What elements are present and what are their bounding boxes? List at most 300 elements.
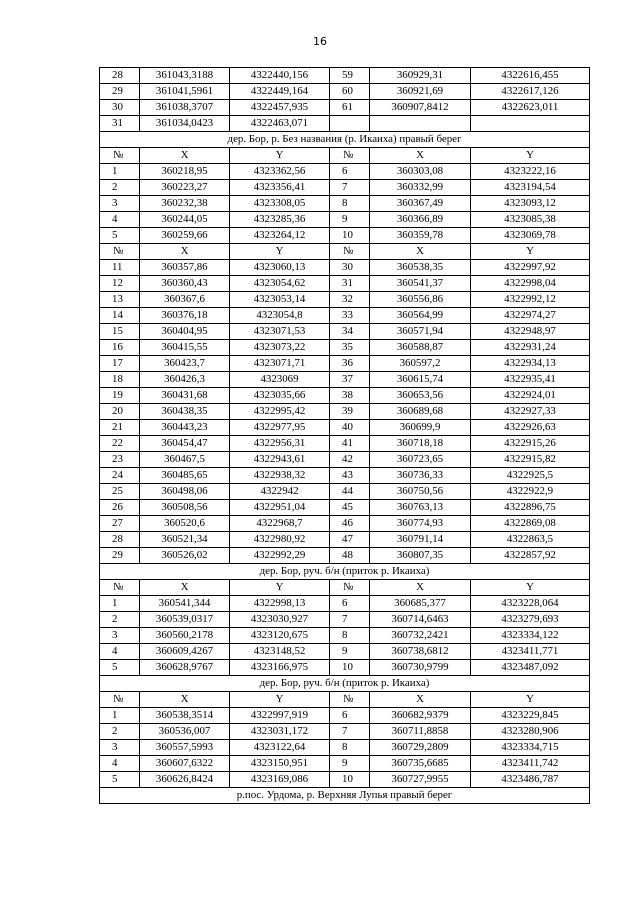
x-coordinate: 360536,007 bbox=[140, 724, 230, 740]
table-row bbox=[100, 116, 590, 132]
point-number: 9 bbox=[330, 644, 370, 660]
x-coordinate: 360367,49 bbox=[370, 196, 471, 212]
table-row bbox=[100, 84, 590, 100]
point-number: 10 bbox=[330, 228, 370, 244]
y-coordinate: 4323487,092 bbox=[471, 660, 590, 676]
table-row bbox=[100, 260, 590, 276]
point-number: 44 bbox=[330, 484, 370, 500]
x-coordinate: 360571,94 bbox=[370, 324, 471, 340]
y-coordinate: 4322863,5 bbox=[471, 532, 590, 548]
point-number: 5 bbox=[100, 660, 140, 676]
column-header: X bbox=[370, 692, 471, 708]
point-number: 7 bbox=[330, 180, 370, 196]
point-number: 10 bbox=[330, 660, 370, 676]
point-number: 20 bbox=[100, 404, 140, 420]
x-coordinate: 360366,89 bbox=[370, 212, 471, 228]
y-coordinate: 4323069,78 bbox=[471, 228, 590, 244]
x-coordinate: 360560,2178 bbox=[140, 628, 230, 644]
y-coordinate: 4323411,771 bbox=[471, 644, 590, 660]
x-coordinate: 360367,6 bbox=[140, 292, 230, 308]
table-row bbox=[100, 612, 590, 628]
point-number: 33 bbox=[330, 308, 370, 324]
y-coordinate: 4323166,975 bbox=[230, 660, 330, 676]
point-number: 61 bbox=[330, 100, 370, 116]
coordinates-table-body bbox=[100, 68, 590, 804]
x-coordinate: 360597,2 bbox=[370, 356, 471, 372]
table-row bbox=[100, 212, 590, 228]
point-number: 18 bbox=[100, 372, 140, 388]
x-coordinate: 360750,56 bbox=[370, 484, 471, 500]
point-number: 6 bbox=[330, 164, 370, 180]
y-coordinate: 4323264,12 bbox=[230, 228, 330, 244]
y-coordinate: 4322449,164 bbox=[230, 84, 330, 100]
x-coordinate: 360223,27 bbox=[140, 180, 230, 196]
header-row bbox=[100, 692, 590, 708]
point-number: 31 bbox=[330, 276, 370, 292]
point-number: 15 bbox=[100, 324, 140, 340]
section-title-row bbox=[100, 132, 590, 148]
point-number: 16 bbox=[100, 340, 140, 356]
table-row bbox=[100, 756, 590, 772]
y-coordinate: 4322935,41 bbox=[471, 372, 590, 388]
header-row bbox=[100, 244, 590, 260]
x-coordinate: 360376,18 bbox=[140, 308, 230, 324]
x-coordinate: 360609,4267 bbox=[140, 644, 230, 660]
x-coordinate: 360498,06 bbox=[140, 484, 230, 500]
point-number: 34 bbox=[330, 324, 370, 340]
coordinates-table bbox=[99, 67, 590, 804]
x-coordinate: 360443,23 bbox=[140, 420, 230, 436]
table-row bbox=[100, 740, 590, 756]
y-coordinate: 4323071,53 bbox=[230, 324, 330, 340]
x-coordinate: 360218,95 bbox=[140, 164, 230, 180]
x-coordinate: 360539,0317 bbox=[140, 612, 230, 628]
y-coordinate: 4322995,42 bbox=[230, 404, 330, 420]
y-coordinate: 4323222,16 bbox=[471, 164, 590, 180]
table-row bbox=[100, 164, 590, 180]
point-number: 47 bbox=[330, 532, 370, 548]
column-header: Y bbox=[230, 580, 330, 596]
point-number: 8 bbox=[330, 740, 370, 756]
point-number: 8 bbox=[330, 196, 370, 212]
table-row bbox=[100, 452, 590, 468]
x-coordinate: 361038,3707 bbox=[140, 100, 230, 116]
column-header: X bbox=[370, 580, 471, 596]
y-coordinate: 4323120,675 bbox=[230, 628, 330, 644]
point-number: 2 bbox=[100, 612, 140, 628]
point-number: 36 bbox=[330, 356, 370, 372]
x-coordinate: 361041,5961 bbox=[140, 84, 230, 100]
table-row bbox=[100, 292, 590, 308]
x-coordinate: 360626,8424 bbox=[140, 772, 230, 788]
x-coordinate: 360232,38 bbox=[140, 196, 230, 212]
x-coordinate: 360538,35 bbox=[370, 260, 471, 276]
section-title-row bbox=[100, 788, 590, 804]
point-number: 6 bbox=[330, 708, 370, 724]
x-coordinate: 360921,69 bbox=[370, 84, 471, 100]
point-number: 1 bbox=[100, 708, 140, 724]
point-number: 5 bbox=[100, 772, 140, 788]
point-number: 38 bbox=[330, 388, 370, 404]
point-number: 9 bbox=[330, 212, 370, 228]
x-coordinate: 360520,6 bbox=[140, 516, 230, 532]
x-coordinate: 360556,86 bbox=[370, 292, 471, 308]
y-coordinate: 4322977,95 bbox=[230, 420, 330, 436]
point-number: 39 bbox=[330, 404, 370, 420]
y-coordinate: 4322924,01 bbox=[471, 388, 590, 404]
y-coordinate: 4322948,97 bbox=[471, 324, 590, 340]
x-coordinate: 360485,65 bbox=[140, 468, 230, 484]
y-coordinate: 4323053,14 bbox=[230, 292, 330, 308]
point-number: 2 bbox=[100, 724, 140, 740]
x-coordinate: 360907,8412 bbox=[370, 100, 471, 116]
x-coordinate: 360467,5 bbox=[140, 452, 230, 468]
table-row bbox=[100, 628, 590, 644]
x-coordinate: 360727,9955 bbox=[370, 772, 471, 788]
column-header: X bbox=[140, 692, 230, 708]
y-coordinate: 4322896,75 bbox=[471, 500, 590, 516]
table-row bbox=[100, 404, 590, 420]
x-coordinate: 360508,56 bbox=[140, 500, 230, 516]
table-row bbox=[100, 516, 590, 532]
column-header: № bbox=[100, 244, 140, 260]
point-number: 25 bbox=[100, 484, 140, 500]
y-coordinate: 4322925,5 bbox=[471, 468, 590, 484]
y-coordinate: 4322943,61 bbox=[230, 452, 330, 468]
x-coordinate: 360454,47 bbox=[140, 436, 230, 452]
point-number: 7 bbox=[330, 724, 370, 740]
column-header: Y bbox=[471, 244, 590, 260]
x-coordinate: 360521,34 bbox=[140, 532, 230, 548]
point-number: 3 bbox=[100, 628, 140, 644]
column-header: Y bbox=[230, 148, 330, 164]
x-coordinate: 360538,3514 bbox=[140, 708, 230, 724]
table-row bbox=[100, 724, 590, 740]
x-coordinate: 360735,6685 bbox=[370, 756, 471, 772]
y-coordinate: 4322623,011 bbox=[471, 100, 590, 116]
y-coordinate: 4322997,919 bbox=[230, 708, 330, 724]
column-header: X bbox=[370, 148, 471, 164]
x-coordinate: 360431,68 bbox=[140, 388, 230, 404]
column-header: Y bbox=[471, 148, 590, 164]
point-number: 17 bbox=[100, 356, 140, 372]
table-row bbox=[100, 708, 590, 724]
table-row bbox=[100, 340, 590, 356]
point-number: 41 bbox=[330, 436, 370, 452]
x-coordinate: 360615,74 bbox=[370, 372, 471, 388]
y-coordinate: 4322457,935 bbox=[230, 100, 330, 116]
point-number: 1 bbox=[100, 164, 140, 180]
column-header: № bbox=[100, 148, 140, 164]
y-coordinate: 4323031,172 bbox=[230, 724, 330, 740]
page-number: 16 bbox=[313, 35, 327, 48]
x-coordinate: 360438,35 bbox=[140, 404, 230, 420]
table-row bbox=[100, 68, 590, 84]
point-number: 10 bbox=[330, 772, 370, 788]
point-number: 1 bbox=[100, 596, 140, 612]
y-coordinate: 4323093,12 bbox=[471, 196, 590, 212]
x-coordinate: 360423,7 bbox=[140, 356, 230, 372]
table-row bbox=[100, 372, 590, 388]
table-row bbox=[100, 484, 590, 500]
point-number: 19 bbox=[100, 388, 140, 404]
point-number: 28 bbox=[100, 532, 140, 548]
x-coordinate: 360736,33 bbox=[370, 468, 471, 484]
point-number: 5 bbox=[100, 228, 140, 244]
x-coordinate: 360685,377 bbox=[370, 596, 471, 612]
column-header: X bbox=[140, 244, 230, 260]
header-row bbox=[100, 148, 590, 164]
y-coordinate: 4322951,04 bbox=[230, 500, 330, 516]
point-number: 30 bbox=[100, 100, 140, 116]
y-coordinate: 4323229,845 bbox=[471, 708, 590, 724]
point-number: 28 bbox=[100, 68, 140, 84]
y-coordinate: 4322992,29 bbox=[230, 548, 330, 564]
x-coordinate: 360774,93 bbox=[370, 516, 471, 532]
x-coordinate: 360564,99 bbox=[370, 308, 471, 324]
y-coordinate: 4322915,82 bbox=[471, 452, 590, 468]
table-row bbox=[100, 388, 590, 404]
point-number: 48 bbox=[330, 548, 370, 564]
x-coordinate: 360415,55 bbox=[140, 340, 230, 356]
column-header: № bbox=[330, 148, 370, 164]
table-row bbox=[100, 356, 590, 372]
point-number: 6 bbox=[330, 596, 370, 612]
y-coordinate: 4323035,66 bbox=[230, 388, 330, 404]
y-coordinate: 4323334,715 bbox=[471, 740, 590, 756]
column-header: № bbox=[100, 692, 140, 708]
y-coordinate: 4322992,12 bbox=[471, 292, 590, 308]
y-coordinate: 4323030,927 bbox=[230, 612, 330, 628]
table-row bbox=[100, 420, 590, 436]
y-coordinate bbox=[471, 116, 590, 132]
column-header: № bbox=[330, 244, 370, 260]
x-coordinate: 360791,14 bbox=[370, 532, 471, 548]
x-coordinate: 360689,68 bbox=[370, 404, 471, 420]
x-coordinate: 360807,35 bbox=[370, 548, 471, 564]
y-coordinate: 4322938,32 bbox=[230, 468, 330, 484]
y-coordinate: 4323073,22 bbox=[230, 340, 330, 356]
y-coordinate: 4323060,13 bbox=[230, 260, 330, 276]
y-coordinate: 4323228,064 bbox=[471, 596, 590, 612]
point-number: 14 bbox=[100, 308, 140, 324]
table-row bbox=[100, 228, 590, 244]
x-coordinate bbox=[370, 116, 471, 132]
y-coordinate: 4323285,36 bbox=[230, 212, 330, 228]
y-coordinate: 4322998,13 bbox=[230, 596, 330, 612]
column-header: X bbox=[370, 244, 471, 260]
table-row bbox=[100, 436, 590, 452]
point-number: 43 bbox=[330, 468, 370, 484]
x-coordinate: 360711,8858 bbox=[370, 724, 471, 740]
x-coordinate: 360588,87 bbox=[370, 340, 471, 356]
y-coordinate: 4322931,24 bbox=[471, 340, 590, 356]
point-number: 31 bbox=[100, 116, 140, 132]
x-coordinate: 360718,18 bbox=[370, 436, 471, 452]
table-row bbox=[100, 772, 590, 788]
table-row bbox=[100, 596, 590, 612]
y-coordinate: 4323334,122 bbox=[471, 628, 590, 644]
point-number: 3 bbox=[100, 740, 140, 756]
y-coordinate: 4323308,05 bbox=[230, 196, 330, 212]
table-row bbox=[100, 644, 590, 660]
y-coordinate: 4323085,38 bbox=[471, 212, 590, 228]
y-coordinate: 4323150,951 bbox=[230, 756, 330, 772]
x-coordinate: 360628,9767 bbox=[140, 660, 230, 676]
point-number: 12 bbox=[100, 276, 140, 292]
x-coordinate: 360607,6322 bbox=[140, 756, 230, 772]
table-row bbox=[100, 276, 590, 292]
x-coordinate: 360360,43 bbox=[140, 276, 230, 292]
x-coordinate: 360738,6812 bbox=[370, 644, 471, 660]
table-row bbox=[100, 660, 590, 676]
y-coordinate: 4322934,13 bbox=[471, 356, 590, 372]
y-coordinate: 4322857,92 bbox=[471, 548, 590, 564]
point-number: 40 bbox=[330, 420, 370, 436]
point-number: 29 bbox=[100, 548, 140, 564]
y-coordinate: 4323071,71 bbox=[230, 356, 330, 372]
column-header: Y bbox=[230, 692, 330, 708]
table-row bbox=[100, 548, 590, 564]
section-title: р.пос. Урдома, р. Верхняя Лупья правый берег bbox=[100, 788, 590, 804]
x-coordinate: 360244,05 bbox=[140, 212, 230, 228]
x-coordinate: 360526,02 bbox=[140, 548, 230, 564]
column-header: № bbox=[100, 580, 140, 596]
point-number: 59 bbox=[330, 68, 370, 84]
y-coordinate: 4323362,56 bbox=[230, 164, 330, 180]
point-number: 26 bbox=[100, 500, 140, 516]
y-coordinate: 4322926,63 bbox=[471, 420, 590, 436]
y-coordinate: 4323054,62 bbox=[230, 276, 330, 292]
y-coordinate: 4323411,742 bbox=[471, 756, 590, 772]
point-number: 4 bbox=[100, 212, 140, 228]
point-number: 37 bbox=[330, 372, 370, 388]
x-coordinate: 360541,344 bbox=[140, 596, 230, 612]
y-coordinate: 4323194,54 bbox=[471, 180, 590, 196]
x-coordinate: 360653,56 bbox=[370, 388, 471, 404]
column-header: X bbox=[140, 148, 230, 164]
y-coordinate: 4322440,156 bbox=[230, 68, 330, 84]
point-number: 42 bbox=[330, 452, 370, 468]
point-number: 45 bbox=[330, 500, 370, 516]
x-coordinate: 360303,08 bbox=[370, 164, 471, 180]
section-title: дер. Бор, р. Без названия (р. Икаиха) правый берег bbox=[100, 132, 590, 148]
x-coordinate: 360723,65 bbox=[370, 452, 471, 468]
column-header: № bbox=[330, 692, 370, 708]
column-header: Y bbox=[230, 244, 330, 260]
point-number: 11 bbox=[100, 260, 140, 276]
y-coordinate: 4322616,455 bbox=[471, 68, 590, 84]
y-coordinate: 4322997,92 bbox=[471, 260, 590, 276]
x-coordinate: 360357,86 bbox=[140, 260, 230, 276]
y-coordinate: 4322974,27 bbox=[471, 308, 590, 324]
y-coordinate: 4323356,41 bbox=[230, 180, 330, 196]
y-coordinate: 4322998,04 bbox=[471, 276, 590, 292]
point-number: 7 bbox=[330, 612, 370, 628]
table-row bbox=[100, 180, 590, 196]
x-coordinate: 360763,13 bbox=[370, 500, 471, 516]
header-row bbox=[100, 580, 590, 596]
table-row bbox=[100, 324, 590, 340]
y-coordinate: 4323069 bbox=[230, 372, 330, 388]
table-row bbox=[100, 532, 590, 548]
x-coordinate: 360732,2421 bbox=[370, 628, 471, 644]
table-row bbox=[100, 196, 590, 212]
x-coordinate: 360426,3 bbox=[140, 372, 230, 388]
column-header: Y bbox=[471, 692, 590, 708]
x-coordinate: 360541,37 bbox=[370, 276, 471, 292]
point-number: 4 bbox=[100, 644, 140, 660]
y-coordinate: 4322869,08 bbox=[471, 516, 590, 532]
section-title-row bbox=[100, 676, 590, 692]
y-coordinate: 4322942 bbox=[230, 484, 330, 500]
point-number: 27 bbox=[100, 516, 140, 532]
point-number: 35 bbox=[330, 340, 370, 356]
column-header: X bbox=[140, 580, 230, 596]
section-title: дер. Бор, руч. б/н (приток р. Икаиха) bbox=[100, 564, 590, 580]
y-coordinate: 4322915,26 bbox=[471, 436, 590, 452]
point-number: 30 bbox=[330, 260, 370, 276]
y-coordinate: 4323486,787 bbox=[471, 772, 590, 788]
y-coordinate: 4322463,071 bbox=[230, 116, 330, 132]
point-number: 9 bbox=[330, 756, 370, 772]
section-title-row bbox=[100, 564, 590, 580]
y-coordinate: 4322922,9 bbox=[471, 484, 590, 500]
point-number: 13 bbox=[100, 292, 140, 308]
x-coordinate: 360332,99 bbox=[370, 180, 471, 196]
y-coordinate: 4323279,693 bbox=[471, 612, 590, 628]
x-coordinate: 360730,9799 bbox=[370, 660, 471, 676]
point-number: 22 bbox=[100, 436, 140, 452]
x-coordinate: 360699,9 bbox=[370, 420, 471, 436]
section-title: дер. Бор, руч. б/н (приток р. Икаиха) bbox=[100, 676, 590, 692]
y-coordinate: 4323280,906 bbox=[471, 724, 590, 740]
y-coordinate: 4323169,086 bbox=[230, 772, 330, 788]
point-number: 29 bbox=[100, 84, 140, 100]
x-coordinate: 360359,78 bbox=[370, 228, 471, 244]
point-number: 8 bbox=[330, 628, 370, 644]
column-header: № bbox=[330, 580, 370, 596]
x-coordinate: 361034,0423 bbox=[140, 116, 230, 132]
y-coordinate: 4322968,7 bbox=[230, 516, 330, 532]
point-number: 32 bbox=[330, 292, 370, 308]
x-coordinate: 360929,31 bbox=[370, 68, 471, 84]
x-coordinate: 360729,2809 bbox=[370, 740, 471, 756]
x-coordinate: 360682,9379 bbox=[370, 708, 471, 724]
x-coordinate: 360714,6463 bbox=[370, 612, 471, 628]
table-row bbox=[100, 468, 590, 484]
y-coordinate: 4322927,33 bbox=[471, 404, 590, 420]
y-coordinate: 4323122,64 bbox=[230, 740, 330, 756]
y-coordinate: 4323148,52 bbox=[230, 644, 330, 660]
point-number: 4 bbox=[100, 756, 140, 772]
point-number: 46 bbox=[330, 516, 370, 532]
point-number bbox=[330, 116, 370, 132]
point-number: 24 bbox=[100, 468, 140, 484]
x-coordinate: 360557,5993 bbox=[140, 740, 230, 756]
y-coordinate: 4322956,31 bbox=[230, 436, 330, 452]
point-number: 23 bbox=[100, 452, 140, 468]
point-number: 60 bbox=[330, 84, 370, 100]
point-number: 3 bbox=[100, 196, 140, 212]
x-coordinate: 361043,3188 bbox=[140, 68, 230, 84]
column-header: Y bbox=[471, 580, 590, 596]
table-row bbox=[100, 500, 590, 516]
point-number: 2 bbox=[100, 180, 140, 196]
table-row bbox=[100, 308, 590, 324]
point-number: 21 bbox=[100, 420, 140, 436]
y-coordinate: 4322980,92 bbox=[230, 532, 330, 548]
